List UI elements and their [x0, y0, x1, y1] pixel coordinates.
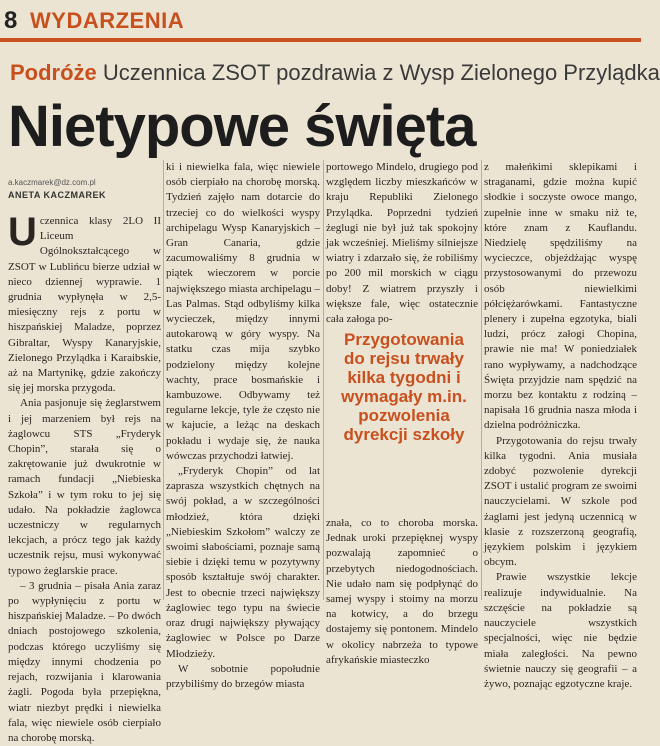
- kicker-text: Uczennica ZSOT pozdrawia z Wysp Zielonego Przylądka: [102, 60, 660, 85]
- article-column-3-top: [326, 160, 478, 326]
- paragraph: W sobotnie popołudnie przybiliśmy do brzegów miasta: [166, 662, 320, 690]
- kicker-category: Podróże: [10, 60, 97, 85]
- column-divider: [481, 160, 482, 600]
- section-rule: [0, 38, 641, 42]
- paragraph: Przygotowania do rejsu trwały kilka tygodni. Ania musiała zdobyć pozwolenie dyrekcji ZSOT i ustalić program ze swoimi nauczycielami. W szkole pod żaglami jest jedyną uczennicą w klasie z rozszerzoną geografią, językiem polskim i językiem obcym.: [484, 434, 637, 569]
- paragraph: ki i niewielka fala, więc niewiele osób cierpiało na chorobę morską. Tydzień zajęło nam dotarcie do trzeciej co do wielkości wyspy archipelagu Wysp Kanaryjskich – Gran Canaria, gdzie zacumowaliśmy 8 grudnia w piątek wieczorem w porcie największego miasta archipelagu – Las Palmas. Stąd odbyliśmy kilka wycieczek, między innymi autokarową w góry wyspy. Na statku czas mija szybko podzielony między kolejne wachty, prace bosmańskie i kambuzowe. Odbywamy też regularne lekcje, tyle że często nie w kajucie, a leżąc na deskach pokładu i wydaje się, że nauka wówczas przychodzi łatwiej.: [166, 161, 320, 462]
- section-header: [0, 8, 641, 34]
- column-divider: [323, 160, 324, 600]
- byline-email: a.kaczmarek@dz.com.pl: [8, 178, 96, 187]
- article-column-3-bottom: [326, 516, 478, 666]
- page-number: 8: [4, 7, 18, 34]
- byline-author: ANETA KACZMAREK: [8, 190, 106, 200]
- paragraph-text: czennica klasy 2LO II Liceum Ogólnokształcącego w ZSOT w Lublińcu bierze udział w nieco dziennej wyprawie. 1 grudnia wypłynęła w 2,5-miesięczny rejs z portu w hiszpańskiej Maladze, poprzez Gibraltar, Wyspy Kanaryjskie, Zielonego Przylądka i Karaibskie, aż na Martynikę, gdzie zakończy się jej morska przygoda.: [8, 215, 161, 395]
- paragraph: z małeńkimi sklepikami i straganami, gdzie można kupić słodkie i soczyste owoce mango, zupełnie inne w smaku niż te, które znam z Kauflandu. Niedzielę spędziliśmy na wycieczce, objeżdżając wyspę przystosowanymi do przewozu osób niewielkimi półciężarówkami. Fantastyczne plenery i zupełna egzotyka, biali ludzi, prócz załogi Chopina, prawie nie ma! W poniedziałek rano wypływamy, a nadchodzące Święta przyjdzie nam spędzić na morzu bez kontaktu z rodziną – napisała 16 grudnia nasza młoda i dzielna podróżniczka.: [484, 161, 637, 432]
- kicker: [10, 60, 660, 86]
- paragraph: – 3 grudnia – pisała Ania zaraz po wypłynięciu z portu w hiszpańskiej Maladze. – Po dwóch dniach postojowego szkolenia, podczas którego uczyliśmy się między innymi chodzenia po rejach, rozwijania i klarowania żagli. Pogoda była przepiękna, wiatr niezbyt prędki i niewielka fala, więc niewiele osób cierpiało na chorobę morską.: [8, 579, 161, 744]
- paragraph: znała, co to choroba morska. Jednak uroki przepięknej wyspy pozwalają zapomnieć o przebytych niedogodnościach. Nie udało nam się podpłynąć do samej wyspy i stoimy na morzu na kotwicy, a do brzegu dostajemy się pontonem. Mindelo w okolicy nabrzeża to typowe afrykańskie miasteczko: [326, 517, 478, 666]
- paragraph: [8, 210, 161, 396]
- pull-quote: Przygotowania do rejsu trwały kilka tygodni i wymagały m.in. pozwolenia dyrekcji szkoły: [341, 330, 467, 444]
- paragraph: Ania pasjonuje się żeglarstwem i jej marzeniem był rejs na żaglowcu STS „Fryderyk Chopin”, starała się o zakrętowanie już dwukrotnie w ramach fundacji „Niebieska Szkoła” i w tym roku to jej się udało. Na pokładzie żaglowca uczestniczy w regularnych lekcjach, a prócz tego jak każdy uczestnik rejsu, musi wykonywać typowo żeglarskie prace.: [8, 397, 161, 577]
- paragraph: „Fryderyk Chopin” od lat zaprasza wszystkich chętnych na swój pokład, a w szczególności młodzież, która dzięki „Niebieskim Szkołom” walczy ze swoimi słabościami, poznaje samą siebie i dzięki temu w pozytywny sposób kształtuje swój charakter. Jest to obecnie trzeci największy żaglowiec tego typu na świecie oraz drugi największy pływający żaglowiec w Polsce po Darze Młodzieży.: [166, 465, 320, 660]
- paragraph: portowego Mindelo, drugiego pod względem liczby mieszkańców w kraju Republiki Zielonego Przylądka. Poprzedni tydzień żeglugi nie był już tak spokojny jak wcześniej. Mieliśmy silniejsze wiatry i zdarzało się, że robiliśmy po 200 mil morskich w ciągu doby! Z wiatrem przyszły i większe fale, więc ostatecznie cała załoga po-: [326, 161, 478, 326]
- drop-cap: U: [8, 210, 37, 254]
- column-divider: [163, 160, 164, 600]
- article-column-4: [484, 160, 637, 690]
- article-column-1: [8, 210, 161, 744]
- paragraph: Prawie wszystkie lekcje realizuje indywidualnie. Na szczęście na pokładzie są nauczyciele wszystkich specjalności, więc nie będzie miała zaległości. Na pewno świetnie nauczy się geografii – a żywo, poznając egzotyczne kraje.: [484, 571, 637, 690]
- section-name: WYDARZENIA: [30, 8, 185, 33]
- headline: Nietypowe święta: [8, 94, 476, 159]
- article-column-2: [166, 160, 320, 690]
